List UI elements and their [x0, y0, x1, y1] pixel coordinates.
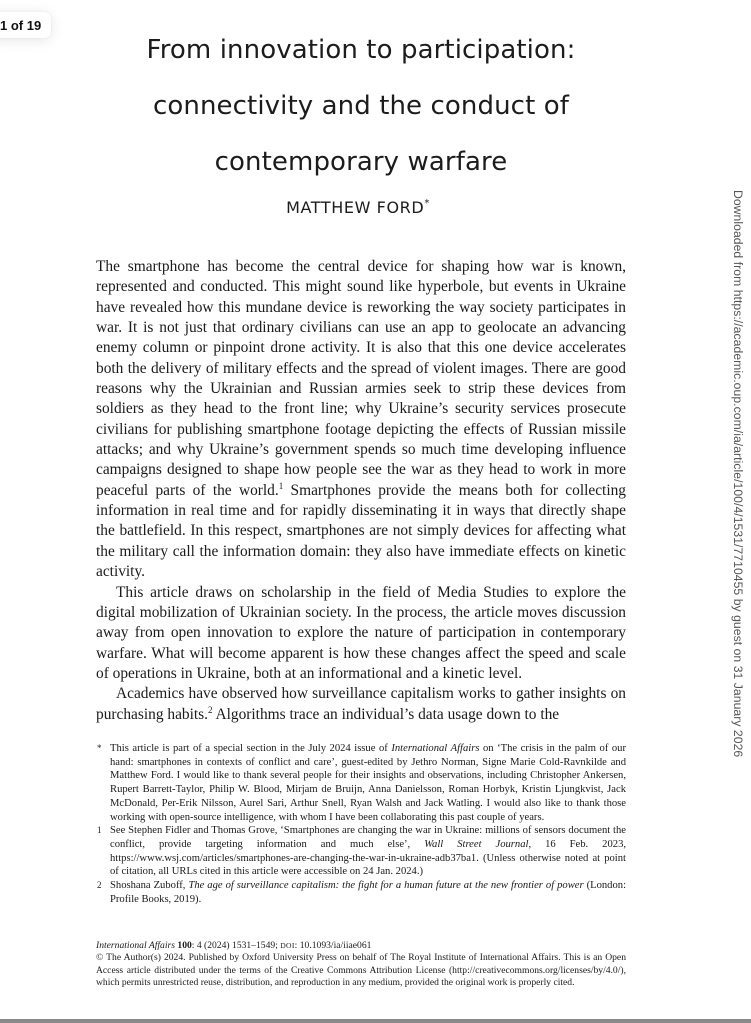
footnote-marker: 1 — [97, 825, 102, 836]
article-body — [96, 257, 626, 725]
footnote-1: 1 See Stephen Fidler and Thomas Grove, ‘Smartphones are changing the war in Ukraine: millions of sensors document the conflict, provide targeting information and much else’, Wall Street Journal, 16 Feb. 2023, https://www.wsj.com/articles/smartphones-are-changing-the-war-in-ukraine-adb37ba1. (Unless otherwise noted at point of citation, all URLs cited in this article were accessible on 24 Jan. 2024.) — [97, 825, 627, 878]
title-line-3: contemporary warfare — [214, 147, 508, 177]
body-paragraph-3: Academics have observed how surveillance capitalism works to gather insights on purchasing habits.$^2$ Algorithms trace an individual’s data usage down to the — [96, 685, 626, 723]
footnote-marker: 2 — [97, 880, 102, 891]
license-text: © The Author(s) 2024. Published by Oxford University Press on behalf of The Royal Institute of International Affairs. This is an Open Access article distributed under the terms of the Creative Commons Attribution License (http://creativecommons.org/licenses/by/4.0/), which permits unrestricted reuse, distribution, and reproduction in any medium, provided the original work is properly cited. — [96, 952, 626, 989]
journal-imprint — [96, 940, 626, 990]
author-name — [0, 198, 716, 217]
doi-link[interactable]: : 10.1093/ia/iiae061 — [294, 940, 372, 951]
footnote-marker: * — [97, 743, 102, 753]
article-title — [0, 22, 722, 190]
page-bottom-edge — [0, 1019, 751, 1023]
footnotes — [96, 742, 626, 906]
body-paragraph-1: The smartphone has become the central device for shaping how war is known, represented and conducted. This might sound like hyperbole, but events in Ukraine have revealed how this mundane device is reworking the way society participates in war. It is not just that ordinary civilians can use an app to geolocate an advancing enemy column or pinpoint drone activity. It is also that this one device accelerates both the delivery of military effects and the spread of violent images. There are good reasons why the Ukrainian and Russian armies seek to strip these devices from soldiers as they head to the front line; why Ukraine’s security services prosecute civilians for publishing smartphone footage depicting the effects of Russian missile attacks; and why Ukraine’s government spends so much time developing influence campaigns designed to shape how people see the war as they head to work in more peaceful parts of the world.$^1$ Smartphones provide the means both for collecting information in real time and for rapidly disseminating it in ways that directly shape the battlefield. In this respect, smartphones are not simply devices for affecting what the military call the information domain: they also have immediate effects on kinetic activity. — [96, 258, 626, 581]
download-watermark-text: Downloaded from https://academic.oup.com/ia/article/100/4/1531/7710455 by guest on 31 January 2026 — [731, 190, 745, 758]
author-footnote-marker[interactable]: * — [424, 198, 430, 209]
footnote-url-text[interactable]: , 16 Feb. 2023, https://www.wsj.com/articles/smartphones-are-changing-the-war-in-ukraine-adb37ba1. (Unless otherwise noted at point of citation, all URLs cited in this article were accessible on 24 Jan. 2024.) — [110, 838, 627, 878]
page-indicator-badge — [0, 12, 51, 38]
footnote-2: 2 Shoshana Zuboff, The age of surveillance capitalism: the fight for a human future at the new frontier of power (London: Profile Books, 2019). — [97, 880, 627, 905]
download-watermark — [727, 190, 747, 770]
footnote-star: * This article is part of a special section in the July 2024 issue of International Affairs on ‘The crisis in the palm of our hand: smartphones in contexts of conflict and care’, guest-edited by Jethro Norman, Signe Marie Cold-Ravnkilde and Matthew Ford. I would like to thank several people for their insights and observations, including Christopher Ankersen, Rupert Barrett-Taylor, Philip W. Blood, Mirjam de Bruijn, Anna Danielsson, Roman Horbyk, Kristin Ljungkvist, Jack McDonald, Per-Erik Nilsson, Aurel Sari, Arthur Snell, Ryan Walsh and Jack Watling. I would also like to thank those working with open-source intelligence, with whom I have been collaborating this past couple of years. — [97, 743, 627, 823]
author-name-text: MATTHEW FORD — [286, 198, 425, 217]
page-indicator-text: 1 of 19 — [0, 17, 42, 33]
journal-citation: International Affairs 100: 4 (2024) 1531–1549; DOI: 10.1093/ia/iiae061 — [96, 940, 372, 951]
footnote-ref-2[interactable]: 2 — [208, 704, 213, 715]
footnote-ref-1[interactable]: 1 — [278, 480, 284, 491]
title-line-2: connectivity and the conduct of — [152, 91, 569, 121]
body-paragraph-2: This article draws on scholarship in the field of Media Studies to explore the digital mobilization of Ukrainian society. In the process, the article moves discussion away from open innovation to explore the nature of participation in contemporary warfare. What will become apparent is how these changes affect the speed and scale of operations in Ukraine, both at an informational and a kinetic level. — [96, 583, 626, 682]
title-line-1: From innovation to participation: — [146, 35, 576, 65]
